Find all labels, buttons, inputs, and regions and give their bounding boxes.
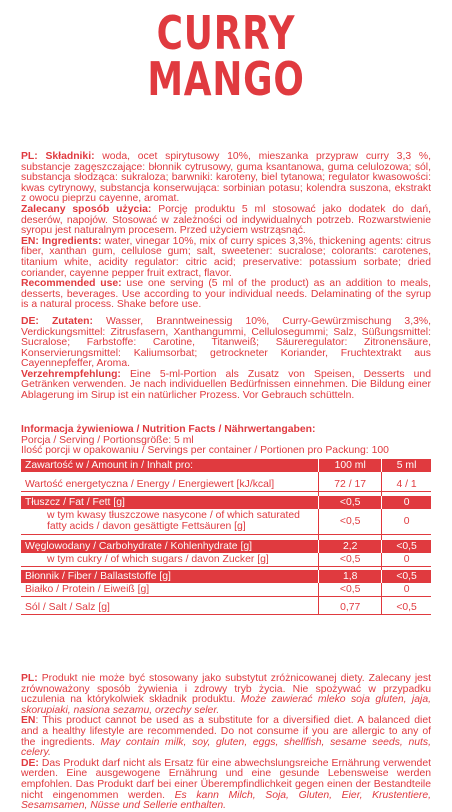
ingredients-pl-label: PL: Składniki:: [21, 151, 95, 162]
nutrition-row-value-100ml: <0,5: [319, 583, 382, 597]
nutrition-row-value-100ml: 1,8: [319, 570, 382, 583]
ingredients-de-label: DE: Zutaten:: [21, 315, 93, 327]
notes-de-text: Das Produkt darf nicht als Ersatz für eine abwechslungsreiche Ernährung verwendet werden. Eine ausgewogene Ernährung und eine gesunde Lebensweise werden empfohlen. Das Produkt darf bei einer Überempfindlichkeit gegen einen der Bestandteile nicht eingenommen werden.: [21, 757, 431, 801]
notes-pl-label: PL:: [21, 673, 38, 684]
notes-en-label: EN: [21, 715, 36, 727]
nutrition-heading: Informacja żywieniowa / Nutrition Facts / Nährwertangaben:: [21, 424, 316, 435]
usage-en-label: Recommended use:: [21, 278, 122, 290]
nutrition-header-row: [21, 459, 431, 472]
notes-de: [21, 759, 431, 812]
nutrition-row-value-5ml: 4 / 1: [382, 478, 431, 492]
nutrition-row-value-100ml: <0,5: [319, 553, 382, 567]
notes-de-allergens: Es kann Milch, Soja, Gluten, Eier, Krustentiere, Sesamsamen, Nüsse und Sellerie enthalten.: [21, 789, 431, 812]
ingredients-block: [21, 152, 431, 402]
notes-pl: [21, 674, 431, 716]
nutrition-row-carbohydrate: [21, 540, 431, 553]
nutrition-table: [21, 459, 431, 615]
ingredients-en: [21, 237, 431, 279]
product-title-line2: MANGO: [147, 52, 305, 106]
nutrition-row-energy: [21, 478, 431, 492]
usage-pl: [21, 205, 431, 237]
nutrition-row-label: Sól / Salt / Salz [g]: [21, 601, 319, 615]
nutrition-row-value-100ml: <0,5: [319, 496, 382, 509]
nutrition-row-value-5ml: 0: [382, 553, 431, 567]
nutrition-row-value-100ml: 0,77: [319, 601, 382, 615]
ingredients-de: [21, 317, 431, 370]
usage-de: [21, 370, 431, 402]
usage-en-text: use one serving (5 ml of the product) as an addition to meals, desserts, beverages. Use according to your individual needs. Delaminating of the syrup is a natural process. Shake before use.: [21, 278, 431, 311]
nutrition-row-value-100ml: <0,5: [319, 509, 382, 535]
nutrition-row-value-5ml: <0,5: [382, 601, 431, 615]
nutrition-header-label: Zawartość w / Amount in / Inhalt pro:: [21, 459, 319, 472]
nutrition-row-label: Węglowodany / Carbohydrate / Kohlenhydrate [g]: [21, 540, 319, 553]
ingredients-pl-text: woda, ocet spirytusowy 10%, mieszanka przypraw curry 3,3 %, substancje zagęszczające: błonnik cytrusowy, guma ksantanowa, guma celulozowa; sól, substancja słodząca: sukraloza; barwniki: karoteny, biel tytanowa; regulator kwasowości: kwas cytrynowy, substancja konserwująca: sorbinian potasu; kolendra suszona, ekstrakt z owocu pieprzu cayenne, aromat.: [21, 151, 431, 205]
nutrition-row-fiber: [21, 570, 431, 583]
nutrition-row-fat: [21, 496, 431, 509]
nutrition-row-value-5ml: 0: [382, 496, 431, 509]
usage-en: [21, 279, 431, 311]
usage-pl-text: Porcję produktu 5 ml stosować jako dodatek do dań, deserów, napojów. Stosować w zależności od indywidualnych potrzeb. Rozwarstwienie syropu jest naturalnym procesem. Przed użyciem wstrząsnąć.: [21, 203, 431, 237]
nutrition-row-label: Błonnik / Fiber / Ballaststoffe [g]: [21, 570, 319, 583]
notes-block: [21, 674, 431, 812]
nutrition-header-5ml: 5 ml: [382, 459, 431, 472]
nutrition-servings: Ilość porcji w opakowaniu / Servings per container / Portionen pro Packung: 100: [21, 445, 389, 457]
notes-pl-text: Produkt nie może być stosowany jako substytut zróżnicowanej diety. Zalecany jest zrównoważony sposób żywienia i zdrowy tryb życia. Nie spożywać w przypadku uczulenia na którykolwiek składnik produktu.: [21, 673, 431, 706]
nutrition-header-100ml: 100 ml: [319, 459, 382, 472]
notes-en-text: : This product cannot be used as a substitute for a diversified diet. A balanced diet and a healthy lifestyle are recommended. Do not consume if you are allergic to any of the ingredients.: [21, 715, 431, 748]
nutrition-row-salt: [21, 601, 431, 615]
nutrition-row-value-5ml: 0: [382, 583, 431, 597]
nutrition-row-label: Wartość energetyczna / Energy / Energiewert [kJ/kcal]: [21, 478, 319, 492]
notes-de-label: DE:: [21, 757, 39, 769]
notes-en-allergens: May contain milk, soy, gluten, eggs, shellfish, sesame seeds, nuts, celery.: [21, 736, 431, 759]
ingredients-en-label: EN: Ingredients:: [21, 235, 102, 247]
nutrition-row-label: w tym kwasy tłuszczowe nasycone / of which saturated fatty acids / davon gesättigte Fettsäuren [g]: [21, 509, 319, 535]
nutrition-row-label: Białko / Protein / Eiweiß [g]: [21, 583, 319, 597]
ingredients-en-text: water, vinegar 10%, mix of curry spices 3,3%, thickening agents: citrus fiber, xanthan gum, cellulose gum; salt, sweetener: sucralose; colorants: carotenes, titanium white, acidity regulator: citric acid; preservative: potassium sorbate; dried coriander, cayenne pepper fruit extract, flavor.: [21, 235, 431, 279]
nutrition-row-value-5ml: 0: [382, 509, 431, 535]
nutrition-intro: [21, 425, 431, 457]
ingredients-pl: [21, 152, 431, 205]
nutrition-row-value-100ml: 72 / 17: [319, 478, 382, 492]
ingredients-de-text: Wasser, Branntweinessig 10%, Curry-Gewürzmischung 3,3%, Verdickungsmittel: Zitrusfasern, Xanthangummi, Cellulosegummi; Salz, Süßungsmittel: Sucralose; Farbstoffe: Carotine, Titanweiß; Säureregulator: Zitronensäure, Konservierungsmittel: Kaliumsorbat; getrockneter Koriander, Fruchtextrakt aus Cayennepfeffer, Aroma.: [21, 315, 431, 370]
notes-en: [21, 716, 431, 758]
nutrition-row-protein: [21, 583, 431, 597]
nutrition-row-saturated: [21, 509, 431, 535]
notes-pl-allergens: Może zawierać mleko soja gluten, jaja, skorupiaki, nasiona sezamu, orzechy seler.: [21, 694, 431, 716]
nutrition-row-value-100ml: 2,2: [319, 540, 382, 553]
nutrition-portion: Porcja / Serving / Portionsgröße: 5 ml: [21, 434, 194, 446]
product-title-line1: CURRY: [156, 6, 296, 60]
nutrition-row-value-5ml: <0,5: [382, 570, 431, 583]
usage-de-label: Verzehrempfehlung:: [21, 368, 121, 380]
nutrition-row-label: Tłuszcz / Fat / Fett [g]: [21, 496, 319, 509]
nutrition-row-label: w tym cukry / of which sugars / davon Zucker [g]: [21, 553, 319, 567]
nutrition-row-sugars: [21, 553, 431, 567]
usage-pl-label: Zalecany sposób użycia:: [21, 203, 152, 215]
nutrition-row-value-5ml: <0,5: [382, 540, 431, 553]
usage-de-text: Eine 5-ml-Portion als Zusatz von Speisen, Desserts und Getränken verwenden. Je nach individuellen Bedürfnissen einnehmen. Die Bildung einer Ablagerung im Sirup ist ein natürlicher Prozess. Vor Gebrauch schütteln.: [21, 368, 431, 402]
